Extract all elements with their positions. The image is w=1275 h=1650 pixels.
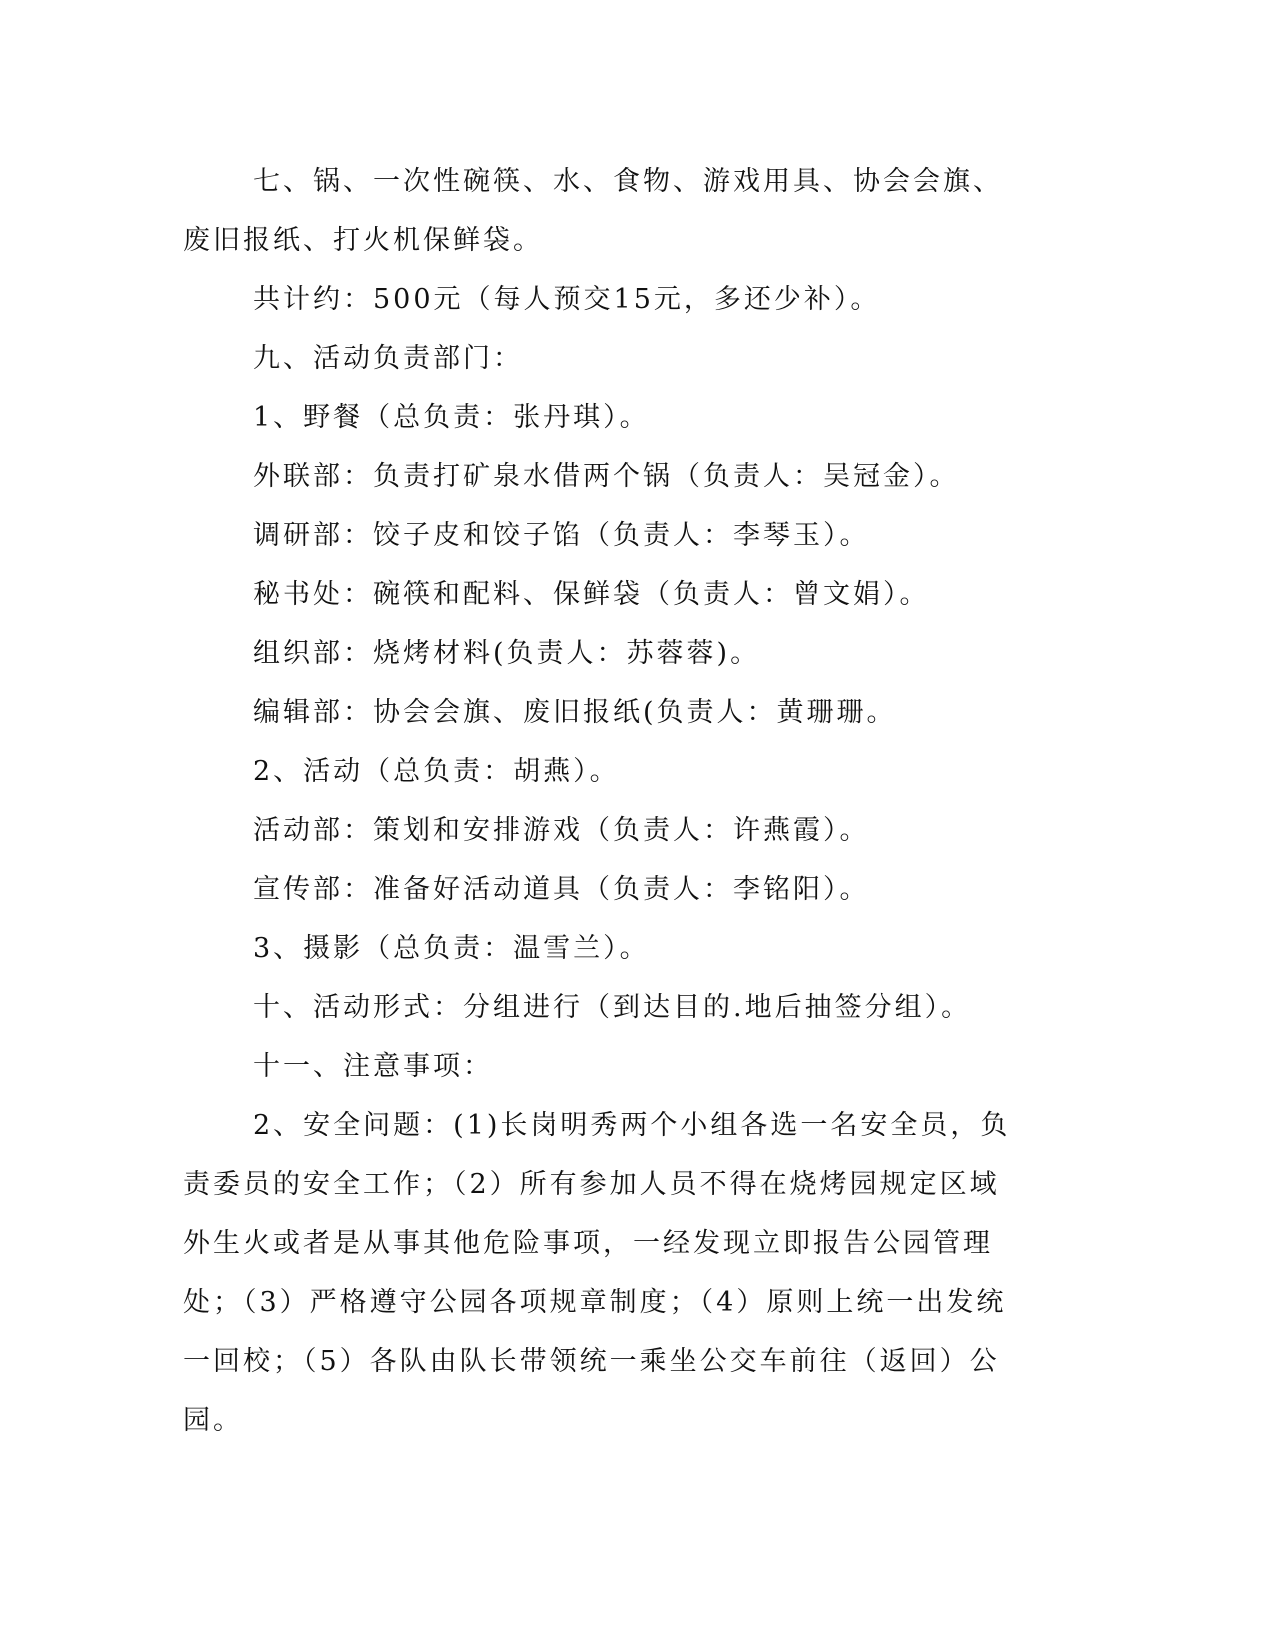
paragraph-research-dept: 调研部：饺子皮和饺子馅（负责人：李琴玉）。 xyxy=(253,520,870,551)
paragraph-total-cost: 共计约：500元（每人预交15元，多还少补）。 xyxy=(253,284,881,315)
paragraph-safety-issues: 2、安全问题：(1)长岗明秀两个小组各选一名安全员，负责委员的安全工作；（2）所有参加人员不得在烧烤园规定区域外生火或者是从事其他危险事项，一经发现立即报告公园管理处；（3）严格遵守公园各项规章制度；（4）原则上统一出发统一回校；（5）各队由队长带领统一乘坐公交车前往（返回）公园。 xyxy=(183,1110,1011,1436)
section-heading-activity-format: 十、活动形式：分组进行（到达目的.地后抽签分组）。 xyxy=(253,992,972,1023)
section-heading-notes: 十一、注意事项： xyxy=(253,1051,493,1082)
paragraph-activity-dept: 活动部：策划和安排游戏（负责人：许燕霞）。 xyxy=(253,815,870,846)
section-heading-departments: 九、活动负责部门： xyxy=(253,343,523,374)
paragraph-editorial-dept: 编辑部：协会会旗、废旧报纸(负责人：黄珊珊。 xyxy=(253,697,897,728)
paragraph-organization-dept: 组织部：烧烤材料(负责人：苏蓉蓉)。 xyxy=(253,638,761,669)
paragraph-liaison-dept: 外联部：负责打矿泉水借两个锅（负责人：吴冠金）。 xyxy=(253,461,960,492)
paragraph-picnic-lead: 1、野餐（总负责：张丹琪）。 xyxy=(253,402,650,433)
paragraph-secretariat: 秘书处：碗筷和配料、保鲜袋（负责人：曾文娟）。 xyxy=(253,579,930,610)
paragraph-publicity-dept: 宣传部：准备好活动道具（负责人：李铭阳）。 xyxy=(253,874,870,905)
paragraph-photography-lead: 3、摄影（总负责：温雪兰）。 xyxy=(253,933,650,964)
document-body xyxy=(183,152,1028,1450)
paragraph-supplies-list: 七、锅、一次性碗筷、水、食物、游戏用具、协会会旗、废旧报纸、打火机保鲜袋。 xyxy=(183,166,1003,256)
paragraph-activity-lead: 2、活动（总负责：胡燕）。 xyxy=(253,756,620,787)
